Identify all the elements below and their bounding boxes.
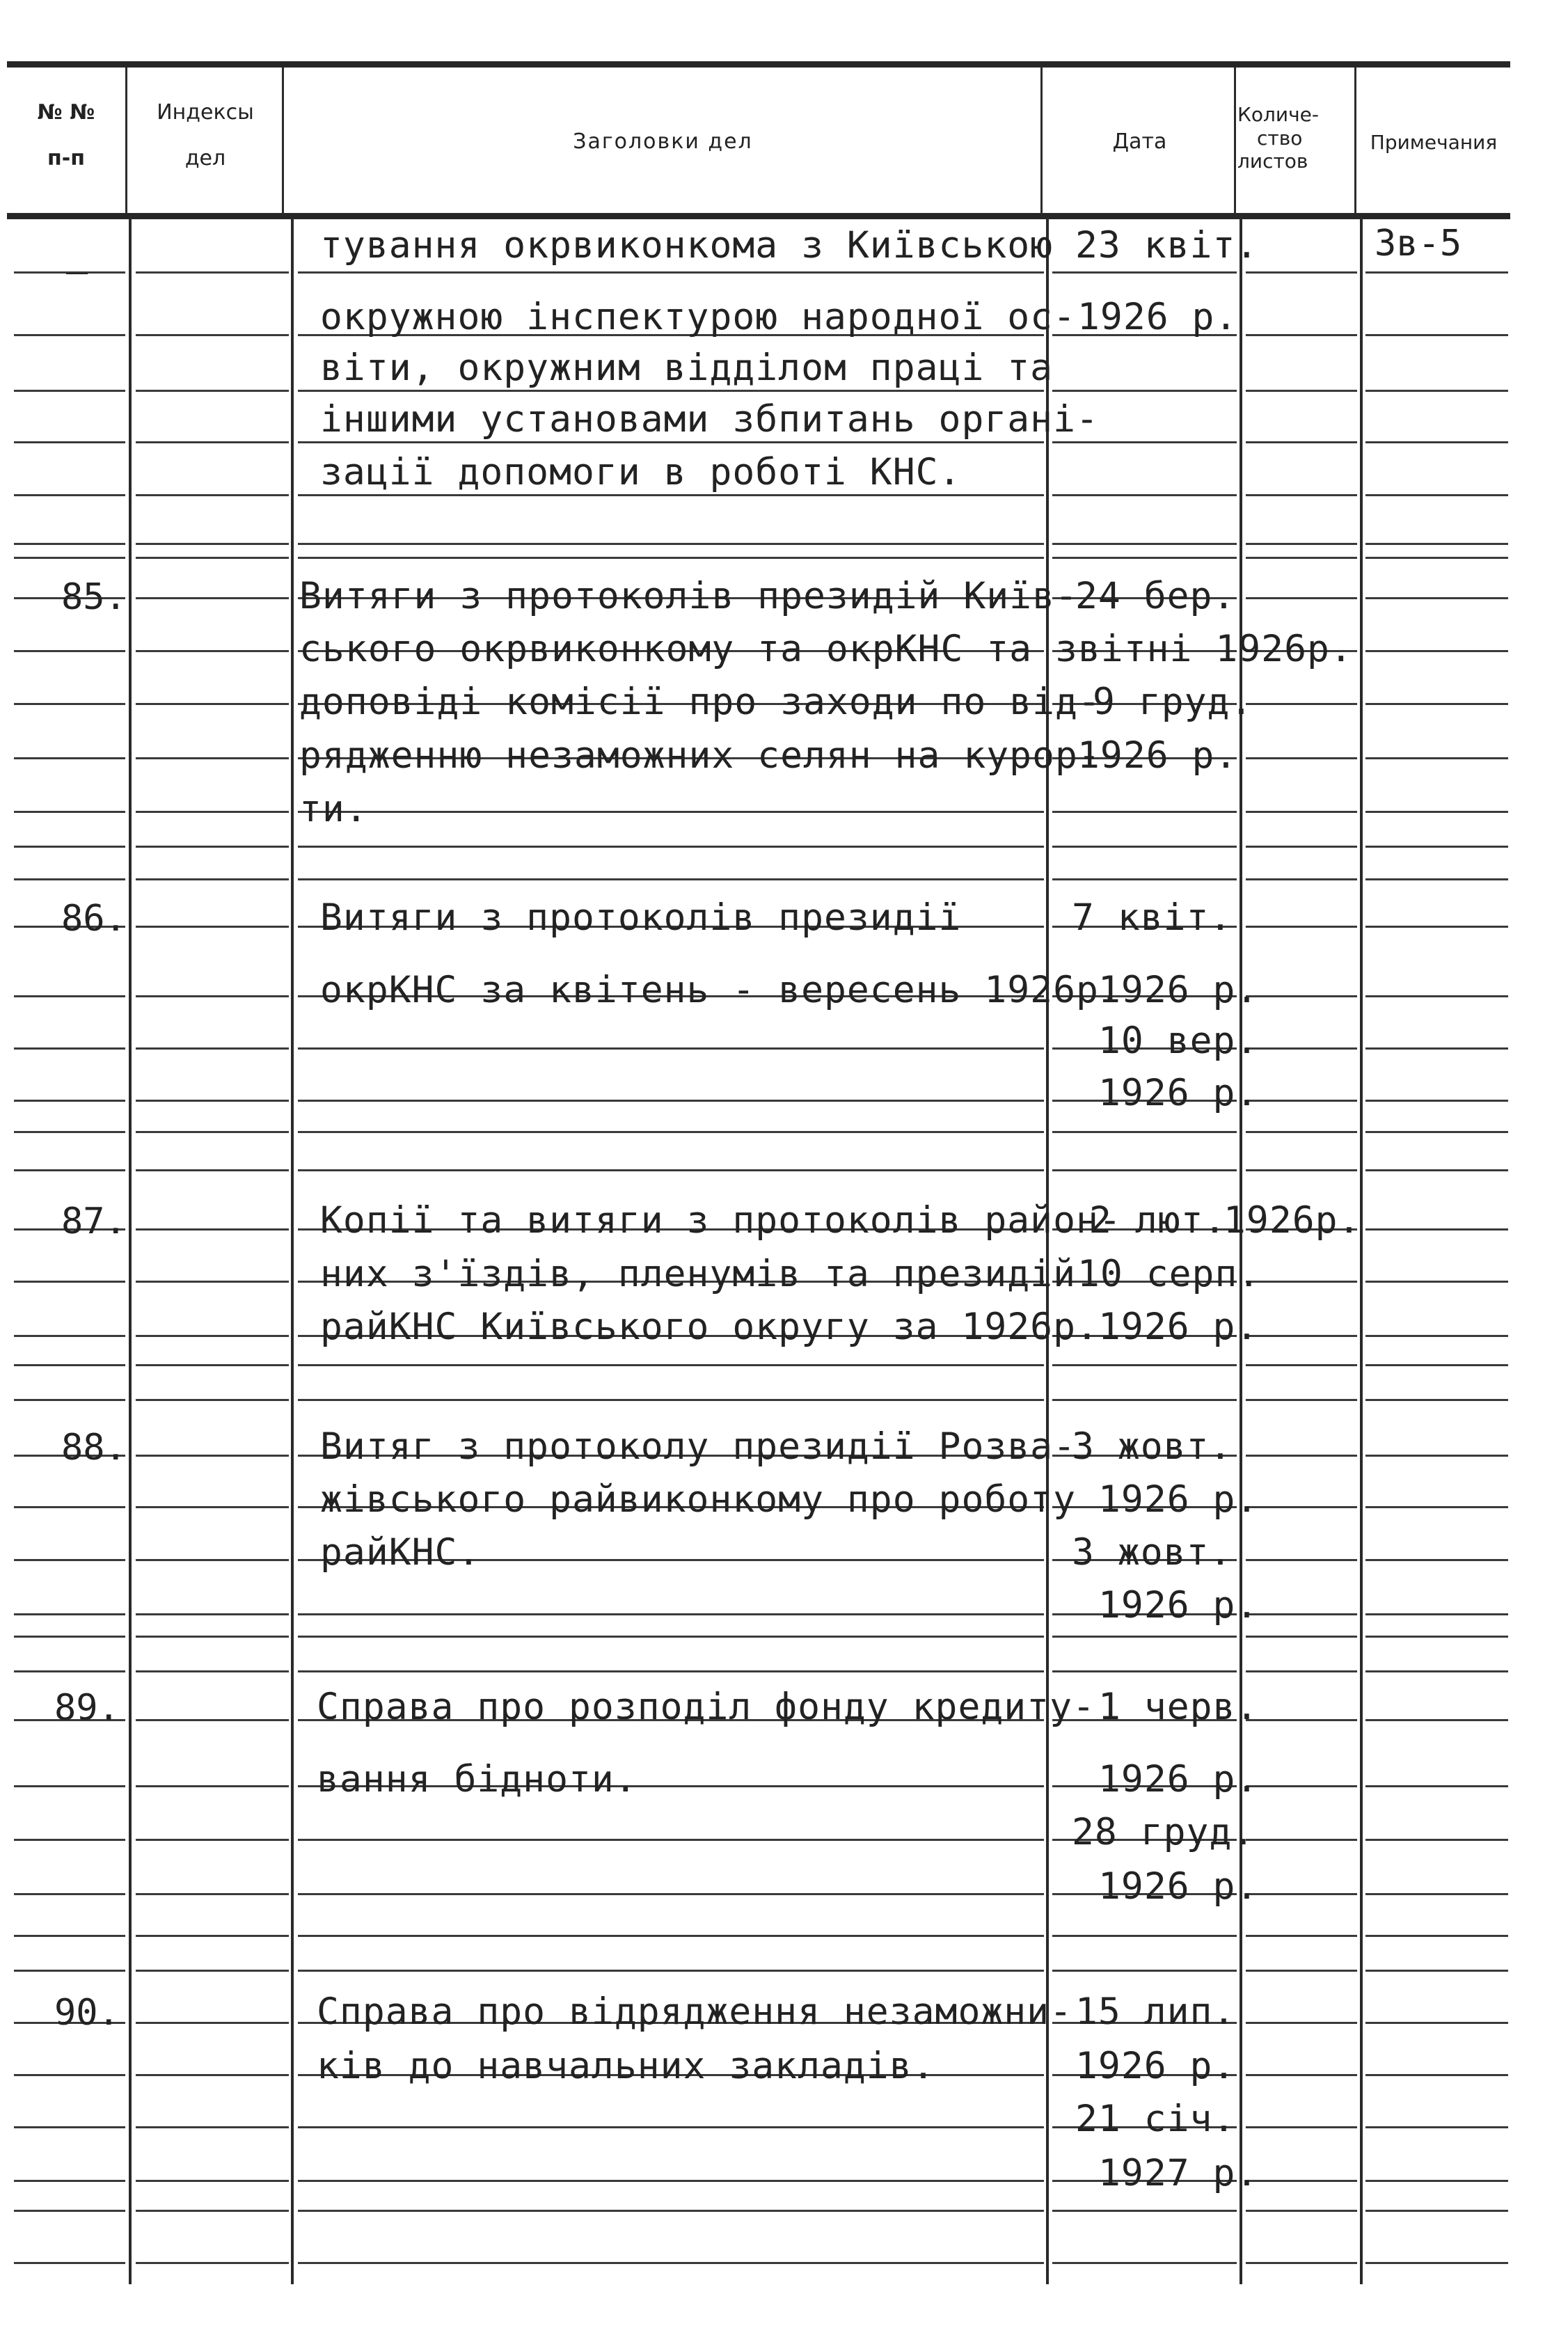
ruled-line: [136, 2180, 289, 2182]
ruled-line: [298, 557, 1044, 559]
ruled-line: [1365, 1335, 1508, 1337]
ruled-line: [1246, 1613, 1357, 1615]
ruled-line: [298, 1047, 1044, 1050]
ruled-line: [136, 441, 289, 443]
ruled-line: [14, 1839, 125, 1841]
ruled-line: [1246, 846, 1357, 848]
ruled-line: [136, 1893, 289, 1895]
ruled-line: [298, 1935, 1044, 1937]
ruled-line: [1246, 1935, 1357, 1937]
ruled-line: [14, 703, 125, 705]
ruled-line: [1052, 1670, 1237, 1672]
entry-date: 2 лют.: [1089, 1199, 1227, 1242]
ruled-line: [1246, 2210, 1357, 2212]
ruled-line: [1052, 1935, 1237, 1937]
entry-title-line: ського окрвиконкому та окрКНС та звітні 1926р.: [299, 628, 1353, 670]
ruled-line: [1365, 995, 1508, 997]
ruled-line: [1052, 811, 1237, 813]
ruled-line: [1246, 995, 1357, 997]
ruled-line: [136, 494, 289, 496]
ruled-line: [14, 650, 125, 652]
ruled-line: [298, 2210, 1044, 2212]
column-divider: [1046, 217, 1049, 2284]
ruled-line: [1246, 494, 1357, 496]
ruled-line: [14, 2262, 125, 2264]
entry-title-line: Витяги з протоколів президії: [320, 896, 962, 939]
ruled-line: [136, 995, 289, 997]
entry-date: 28 груд.: [1072, 1811, 1256, 1853]
header-number-sub: п-п: [47, 145, 85, 171]
entry-date: 1926 р.: [1098, 1584, 1259, 1627]
ruled-line: [1246, 1335, 1357, 1337]
ruled-line: [1052, 390, 1237, 392]
ruled-line: [136, 271, 289, 274]
entry-title-line: вання бідноти.: [317, 1758, 638, 1801]
entry-date: 1926 р.: [1098, 1306, 1259, 1348]
ruled-line: [1365, 271, 1508, 274]
ruled-line: [1365, 846, 1508, 848]
ruled-line: [1246, 557, 1357, 559]
ruled-line: [298, 2180, 1044, 2182]
ruled-line: [14, 1131, 125, 1133]
ruled-line: [136, 1281, 289, 1283]
ruled-line: [1365, 1719, 1508, 1721]
ruled-line: [136, 1100, 289, 1102]
ruled-line: [136, 1559, 289, 1561]
header-count-line: Количе-: [1237, 103, 1319, 126]
ruled-line: [1365, 1100, 1508, 1102]
ruled-line: [1052, 1364, 1237, 1366]
ruled-line: [1052, 1636, 1237, 1638]
entry-number: 89.: [54, 1687, 120, 1729]
ruled-line: [136, 650, 289, 652]
header-divider: [282, 67, 284, 214]
entry-date: 7 квіт.: [1072, 896, 1233, 939]
ruled-line: [298, 846, 1044, 848]
ruled-line: [136, 1228, 289, 1231]
ruled-line: [14, 995, 125, 997]
header-divider: [1040, 67, 1043, 214]
entry-title-line: райКНС.: [320, 1531, 481, 1574]
ruled-line: [14, 846, 125, 848]
entry-date: 24 бер.: [1075, 575, 1236, 617]
entry-date: 1 черв.: [1098, 1686, 1259, 1728]
ruled-line: [298, 2126, 1044, 2128]
entry-date: 15 лип.: [1075, 1991, 1236, 2033]
ruled-line: [1246, 1785, 1357, 1787]
ruled-line: [1365, 2074, 1508, 2076]
ruled-line: [1246, 1281, 1357, 1283]
ruled-line: [14, 1893, 125, 1895]
entry-date: 1926 р.: [1075, 2045, 1236, 2087]
ruled-line: [136, 334, 289, 336]
entry-title-line: Копії та витяги з протоколів район-: [320, 1199, 1122, 1242]
column-divider: [1360, 217, 1363, 2284]
header-divider: [125, 67, 127, 214]
ruled-line: [1246, 1100, 1357, 1102]
ruled-line: [1365, 1636, 1508, 1638]
ruled-line: [1365, 703, 1508, 705]
ruled-line: [1246, 878, 1357, 880]
ruled-line: [1365, 1131, 1508, 1133]
ruled-line: [1365, 1399, 1508, 1401]
ruled-line: [136, 1785, 289, 1787]
ruled-line: [298, 1169, 1044, 1171]
ruled-line: [1246, 334, 1357, 336]
ruled-line: [298, 1100, 1044, 1102]
ruled-line: [136, 1399, 289, 1401]
ruled-line: [298, 1364, 1044, 1366]
ruled-line: [14, 878, 125, 880]
header-top-rule: [7, 61, 1510, 68]
entry-title-line: рядженню незаможних селян на курор-: [299, 734, 1101, 777]
ruled-line: [1246, 390, 1357, 392]
entry-count: 1926р.: [1223, 1199, 1361, 1242]
header-number-label: № №: [37, 100, 95, 125]
entry-title-line: ків до навчальних закладів.: [317, 2045, 935, 2087]
ruled-line: [1052, 1131, 1237, 1133]
ruled-line: [298, 2262, 1044, 2264]
ruled-line: [298, 1636, 1044, 1638]
ruled-line: [1365, 1559, 1508, 1561]
ruled-line: [14, 1399, 125, 1401]
header-divider: [1354, 67, 1356, 214]
ruled-line: [1365, 1169, 1508, 1171]
ruled-line: [14, 1935, 125, 1937]
entry-number: 87.: [61, 1201, 127, 1242]
ruled-line: [1365, 1047, 1508, 1050]
ruled-line: [136, 757, 289, 759]
ruled-line: [1365, 811, 1508, 813]
ruled-line: [298, 1399, 1044, 1401]
column-divider: [129, 217, 132, 2284]
ruled-line: [298, 543, 1044, 545]
ruled-line: [136, 1935, 289, 1937]
ruled-line: [136, 1169, 289, 1171]
ruled-line: [1365, 597, 1508, 599]
ruled-line: [136, 557, 289, 559]
ruled-line: [14, 1670, 125, 1672]
ruled-line: [1365, 390, 1508, 392]
entry-title-line: віти, окружним відділом праці та: [320, 347, 1054, 389]
ruled-line: [14, 1281, 125, 1283]
entry-date: 1926 р.: [1077, 734, 1238, 777]
ruled-line: [136, 1506, 289, 1508]
ruled-line: [14, 2180, 125, 2182]
entry-date: 10 вер.: [1098, 1020, 1259, 1062]
ruled-line: [1246, 1131, 1357, 1133]
ruled-line: [1365, 441, 1508, 443]
header-index: [132, 97, 278, 173]
entry-title-line: жівського райвиконкому про роботу: [320, 1478, 1076, 1521]
ruled-line: [298, 1131, 1044, 1133]
ruled-line: [1246, 271, 1357, 274]
entry-number: 90.: [54, 1992, 120, 2034]
header-index-label: Индексы: [157, 100, 254, 125]
entry-number: 88.: [61, 1427, 127, 1469]
ruled-line: [136, 1455, 289, 1457]
ruled-line: [1246, 1670, 1357, 1672]
ruled-line: [1365, 878, 1508, 880]
ruled-line: [1365, 1839, 1508, 1841]
ruled-line: [1246, 1636, 1357, 1638]
ruled-line: [1246, 703, 1357, 705]
ruled-line: [136, 390, 289, 392]
ruled-line: [14, 1364, 125, 1366]
ruled-line: [14, 1100, 125, 1102]
ruled-line: [1365, 650, 1508, 652]
ruled-line: [1246, 2180, 1357, 2182]
ruled-line: [1365, 494, 1508, 496]
ruled-line: [1365, 1785, 1508, 1787]
ruled-line: [1246, 1399, 1357, 1401]
entry-number: 85.: [61, 576, 127, 618]
ruled-line: [1246, 1559, 1357, 1561]
ruled-line: [14, 1636, 125, 1638]
ruled-line: [1246, 543, 1357, 545]
ruled-line: [1052, 878, 1237, 880]
entry-title-line: окрКНС за квітень - вересень 1926р.: [320, 969, 1122, 1011]
entry-date: 1926 р.: [1098, 1072, 1259, 1114]
ruled-line: [298, 390, 1044, 392]
ruled-line: [136, 1613, 289, 1615]
ruled-line: [1365, 334, 1508, 336]
ruled-line: [1365, 1228, 1508, 1231]
ruled-line: [14, 2210, 125, 2212]
ruled-line: [1246, 1364, 1357, 1366]
ruled-line: [1246, 1455, 1357, 1457]
ruled-line: [14, 757, 125, 759]
header-divider: [1234, 67, 1236, 214]
ruled-line: [1052, 271, 1237, 274]
header-index-sub: дел: [184, 145, 226, 171]
ruled-line: [1052, 1169, 1237, 1171]
entry-title-line: райКНС Київського округу за 1926р.: [320, 1306, 1099, 1348]
header-notes: Примечания: [1370, 131, 1498, 154]
ruled-line: [1052, 1970, 1237, 1972]
ruled-line: [136, 846, 289, 848]
ruled-line: [14, 494, 125, 496]
ruled-line: [1246, 441, 1357, 443]
ruled-line: [1246, 1047, 1357, 1050]
ruled-line: [136, 811, 289, 813]
ruled-line: [136, 926, 289, 928]
ruled-line: [136, 1131, 289, 1133]
ruled-line: [136, 1839, 289, 1841]
ruled-line: [1246, 1169, 1357, 1171]
ruled-line: [136, 878, 289, 880]
ruled-line: [1246, 2022, 1357, 2024]
ruled-line: [14, 543, 125, 545]
header-bottom-rule: [7, 213, 1510, 219]
entry-date: 3 жовт.: [1072, 1425, 1233, 1468]
ruled-line: [1365, 2262, 1508, 2264]
ruled-line: [1052, 441, 1237, 443]
ruled-line: [1246, 2126, 1357, 2128]
ruled-line: [1246, 926, 1357, 928]
ruled-line: [1365, 1670, 1508, 1672]
ruled-line: [14, 1047, 125, 1050]
ruled-line: [298, 811, 1044, 813]
ruled-line: [14, 1335, 125, 1337]
ruled-line: [1246, 1506, 1357, 1508]
ruled-line: [298, 1839, 1044, 1841]
header-count-line: листов: [1237, 150, 1308, 173]
ruled-line: [14, 390, 125, 392]
ruled-line: [136, 2074, 289, 2076]
ruled-line: [1246, 811, 1357, 813]
entry-date: 23 квіт.: [1075, 224, 1259, 267]
ruled-line: [136, 1670, 289, 1672]
header-date: Дата: [1112, 129, 1167, 154]
ruled-line: [136, 2126, 289, 2128]
ruled-line: [1365, 2210, 1508, 2212]
ruled-line: [298, 1670, 1044, 1672]
entry-note: Зв-5: [1375, 223, 1462, 264]
ruled-line: [14, 1970, 125, 1972]
ruled-line: [14, 1785, 125, 1787]
ruled-line: [1246, 1893, 1357, 1895]
ruled-line: [1052, 846, 1237, 848]
ruled-line: [1365, 2022, 1508, 2024]
ruled-line: [136, 703, 289, 705]
entry-number: 86.: [61, 898, 127, 940]
entry-date: 9 груд.: [1093, 681, 1253, 723]
entry-title-line: тування окрвиконкома з Київською: [320, 224, 1054, 267]
ruled-line: [1052, 2262, 1237, 2264]
ruled-line: [14, 1613, 125, 1615]
entry-date: 1926 р.: [1098, 1758, 1259, 1801]
header-number: [14, 97, 118, 173]
ruled-line: [136, 2210, 289, 2212]
ruled-line: [1365, 557, 1508, 559]
ruled-line: [1052, 557, 1237, 559]
ruled-line: [1246, 1970, 1357, 1972]
ruled-line: [136, 1636, 289, 1638]
ruled-line: [1365, 1935, 1508, 1937]
entry-date: 10 серп.: [1077, 1253, 1261, 1295]
ruled-line: [136, 1335, 289, 1337]
ruled-line: [1365, 926, 1508, 928]
ruled-line: [136, 1970, 289, 1972]
entry-date: 1926 р.: [1098, 1865, 1259, 1908]
entry-title-line: Витяги з протоколів президій Київ-: [299, 575, 1078, 617]
ruled-line: [1246, 2262, 1357, 2264]
entry-date: 1927 р.: [1098, 2152, 1259, 2194]
entry-date: 21 січ.: [1075, 2098, 1236, 2140]
ruled-line: [1052, 2210, 1237, 2212]
ruled-line: [136, 1047, 289, 1050]
entry-title-line: ти.: [299, 788, 368, 830]
entry-title-line: окружною інспектурою народної ос-: [320, 296, 1076, 338]
ruled-line: [1365, 543, 1508, 545]
header-titles: Заголовки дел: [573, 129, 753, 154]
column-divider: [291, 217, 294, 2284]
ruled-line: [1365, 757, 1508, 759]
entry-title-line: доповіді комісії про заходи по від-: [299, 681, 1101, 723]
column-divider: [1240, 217, 1242, 2284]
ruled-line: [298, 1893, 1044, 1895]
entry-title-line: Справа про відрядження незаможни-: [317, 1991, 1072, 2033]
ruled-line: [298, 494, 1044, 496]
ruled-line: [136, 1719, 289, 1721]
ruled-line: [1052, 494, 1237, 496]
ruled-line: [298, 1613, 1044, 1615]
ruled-line: [1052, 543, 1237, 545]
ruled-line: [298, 878, 1044, 880]
ruled-line: [1246, 2074, 1357, 2076]
header-count-line: ство: [1257, 126, 1303, 150]
entry-date: 1926 р.: [1098, 1478, 1259, 1521]
ruled-line: [1365, 2180, 1508, 2182]
ruled-line: [14, 2074, 125, 2076]
ruled-line: [1365, 1970, 1508, 1972]
ruled-line: [136, 2262, 289, 2264]
header-count: [1237, 103, 1352, 173]
ruled-line: [1365, 1506, 1508, 1508]
ruled-line: [1365, 2126, 1508, 2128]
ruled-line: [1365, 1893, 1508, 1895]
ruled-line: [14, 334, 125, 336]
ruled-line: [298, 271, 1044, 274]
entry-number: _: [66, 233, 88, 275]
ruled-line: [1365, 1455, 1508, 1457]
ruled-line: [14, 1559, 125, 1561]
entry-title-line: Справа про розподіл фонду кредиту-: [317, 1686, 1095, 1728]
ruled-line: [298, 1970, 1044, 1972]
ruled-line: [1246, 1839, 1357, 1841]
entry-title-line: Витяг з протоколу президії Розва-: [320, 1425, 1076, 1468]
ruled-line: [14, 557, 125, 559]
entry-title-line: зації допомоги в роботі КНС.: [320, 451, 962, 493]
ruled-line: [1246, 597, 1357, 599]
entry-date: 1926 р.: [1077, 296, 1238, 338]
ruled-line: [1246, 757, 1357, 759]
ruled-line: [1246, 1719, 1357, 1721]
ruled-line: [14, 441, 125, 443]
entry-date: 1926 р.: [1098, 969, 1259, 1011]
ruled-line: [136, 2022, 289, 2024]
ruled-line: [298, 441, 1044, 443]
ruled-line: [1052, 1399, 1237, 1401]
ruled-line: [136, 597, 289, 599]
entry-title-line: них з'їздів, пленумів та президій: [320, 1253, 1076, 1295]
ruled-line: [14, 1506, 125, 1508]
ruled-line: [14, 2126, 125, 2128]
ruled-line: [136, 543, 289, 545]
ruled-line: [14, 1169, 125, 1171]
ruled-line: [1365, 1613, 1508, 1615]
entry-title-line: іншими установами збпитань органі-: [320, 398, 1099, 441]
ruled-line: [1365, 1364, 1508, 1366]
ruled-line: [1365, 1281, 1508, 1283]
ruled-line: [136, 1364, 289, 1366]
entry-date: 3 жовт.: [1072, 1531, 1233, 1574]
ruled-line: [14, 811, 125, 813]
